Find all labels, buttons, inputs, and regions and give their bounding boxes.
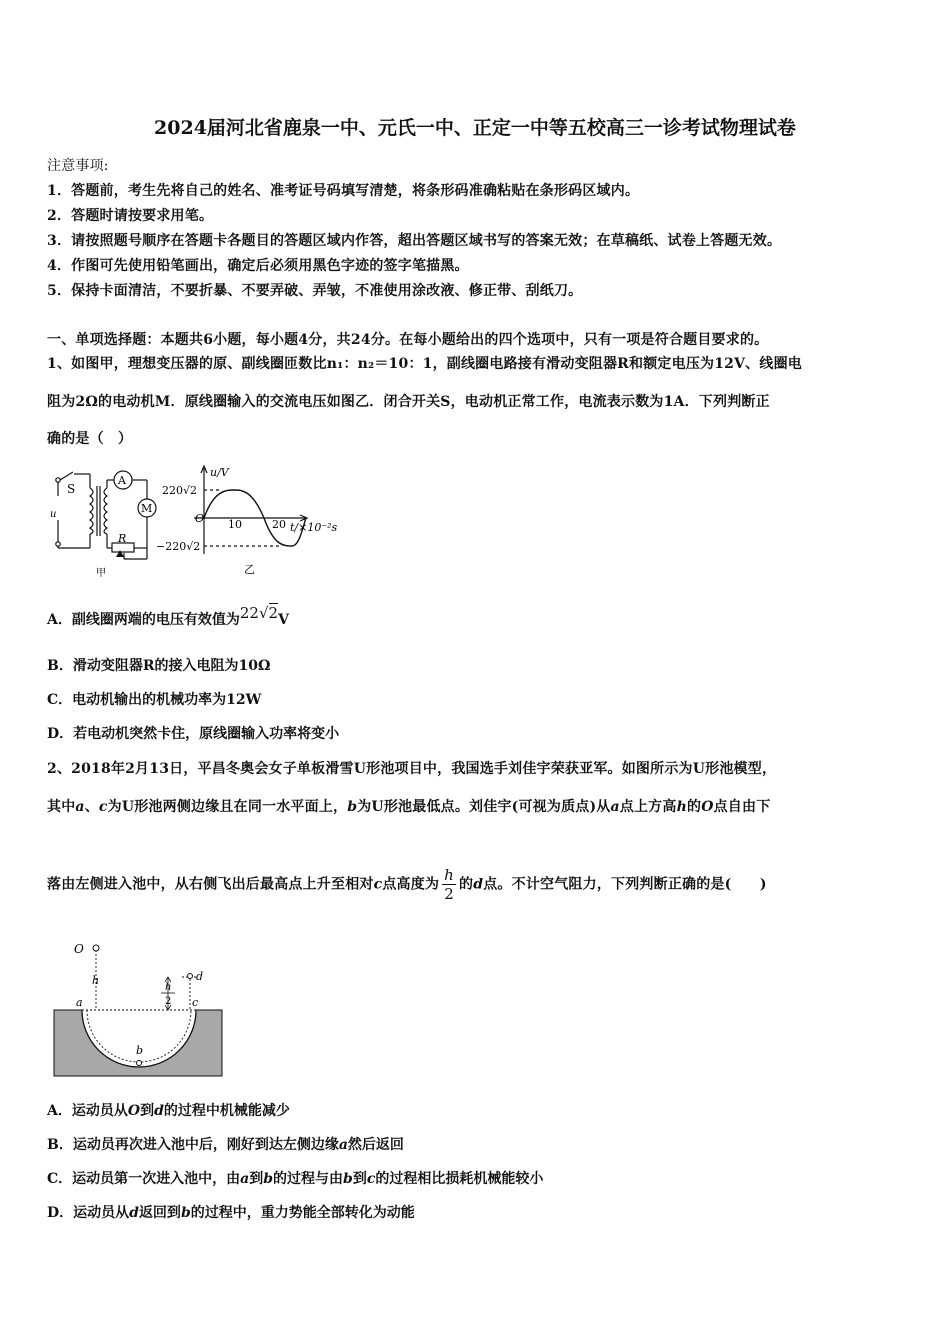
figure-caption-a: 甲 <box>96 568 106 578</box>
question-2-figure <box>50 938 230 1080</box>
switch-label: S <box>67 482 76 496</box>
graph-x-label: t/×10⁻²s <box>290 521 338 534</box>
page-title: 2024届河北省鹿泉一中、元氏一中、正定一中等五校高三一诊考试物理试卷 <box>154 117 796 139</box>
question-2-option-a: A．运动员从O到d的过程中机械能减少 <box>47 1103 290 1119</box>
sqrt-coefficient: 22 <box>239 604 259 622</box>
question-1-stem: 确的是（ ） <box>47 431 133 447</box>
height-h-label: h <box>92 974 100 987</box>
question-2-stem: 其中a、c为U形池两侧边缘且在同一水平面上，b为U形池最低点。刘佳宇(可视为质点)从a点上方高h的O点自由下 <box>47 799 771 815</box>
question-1-option-c: C．电动机输出的机械功率为12W <box>47 692 262 708</box>
source-label: u <box>50 509 57 520</box>
notice-item: 5．保持卡面清洁，不要折暴、不要弄破、弄皱，不准使用涂改液、修正带、刮纸刀。 <box>47 283 583 299</box>
option-unit: V <box>278 612 289 628</box>
section-heading: 一、单项选择题：本题共6小题，每小题4分，共24分。在每小题给出的四个选项中，只有一项是符合题目要求的。 <box>47 332 769 348</box>
point-c-label: c <box>192 996 199 1009</box>
graph-ymax-label: 220√2 <box>162 484 198 497</box>
point-o-label: O <box>74 942 84 956</box>
point-b-label: b <box>136 1044 144 1057</box>
sqrt-expression: 22√2 <box>239 604 279 622</box>
question-2-option-c: C．运动员第一次进入池中，由a到b的过程与由b到c的过程相比损耗机械能较小 <box>47 1171 544 1187</box>
notice-item: 2．答题时请按要求用笔。 <box>47 208 214 224</box>
graph-tick-label: 20 <box>272 518 286 531</box>
half-h-numerator: h <box>165 982 172 993</box>
ammeter-label: A <box>118 474 126 487</box>
question-2-option-d: D．运动员从d返回到b的过程中，重力势能全部转化为动能 <box>47 1205 415 1221</box>
point-d-label: d <box>196 970 204 983</box>
notice-item: 3．请按照题号顺序在答题卡各题目的答题区域内作答，超出答题区域书写的答案无效；在草稿纸、试卷上答题无效。 <box>47 233 782 249</box>
question-1-figure <box>44 460 354 578</box>
point-a-label: a <box>76 996 83 1009</box>
question-1-stem: 1、如图甲，理想变压器的原、副线圈匝数比n₁：n₂＝10：1，副线圈电路接有滑动变阻器R和额定电压为12V、线圈电 <box>47 356 802 372</box>
graph-origin-label: O <box>195 512 205 525</box>
question-1-option-b: B．滑动变阻器R的接入电阻为10Ω <box>47 658 271 674</box>
resistor-label: R <box>118 532 127 545</box>
graph-y-label: u/V <box>210 466 229 479</box>
fraction-h-over-2: $\frac{h}{2}$ <box>444 866 455 903</box>
sqrt-radicand: 2 <box>268 604 279 622</box>
notice-item: 4．作图可先使用铅笔画出，确定后必须用黑色字迹的签字笔描黑。 <box>47 258 469 274</box>
notice-heading: 注意事项: <box>47 158 109 174</box>
notice-item: 1．答题前，考生先将自己的姓名、准考证号码填写清楚，将条形码准确粘贴在条形码区域内。 <box>47 183 640 199</box>
motor-label: M <box>141 502 153 515</box>
question-1-option-a <box>47 604 289 629</box>
question-1-stem: 阻为2Ω的电动机M．原线圈输入的交流电压如图乙．闭合开关S，电动机正常工作，电流表示数为1A．下列判断正 <box>47 394 770 410</box>
graph-tick-label: 10 <box>228 518 242 531</box>
figure-caption-b: 乙 <box>244 563 255 576</box>
option-text: A．副线圈两端的电压有效值为 <box>47 612 240 628</box>
graph-ymin-label: −220√2 <box>156 540 201 553</box>
question-2-stem: 2、2018年2月13日，平昌冬奥会女子单板滑雪U形池项目中，我国选手刘佳宇荣获亚军。如图所示为U形池模型， <box>47 761 777 777</box>
question-2-stem: 落由左侧进入池中，从右侧飞出后最高点上升至相对c点高度为 $\frac{h}{2}$ 的d点。不计空气阻力，下列判断正确的是( ) <box>47 866 767 903</box>
half-h-denominator: 2 <box>165 996 172 1007</box>
question-1-option-d: D．若电动机突然卡住，原线圈输入功率将变小 <box>47 726 340 742</box>
question-2-option-b: B．运动员再次进入池中后，刚好到达左侧边缘a然后返回 <box>47 1137 404 1153</box>
